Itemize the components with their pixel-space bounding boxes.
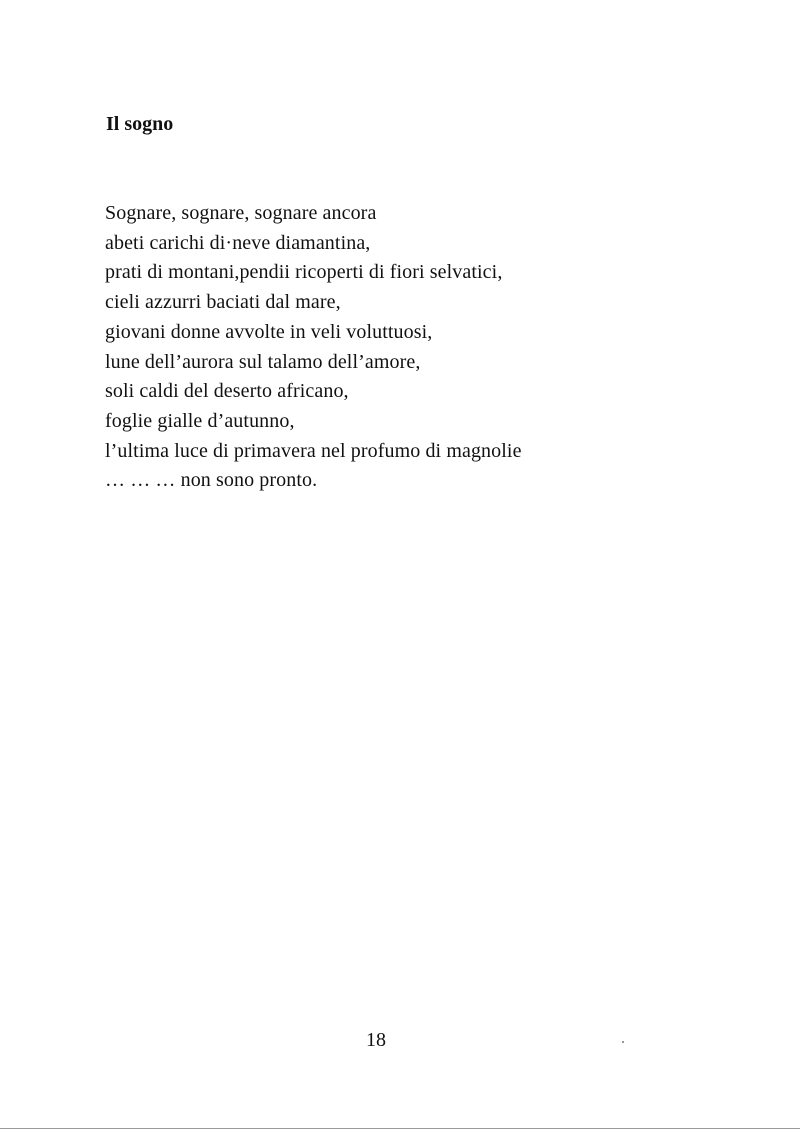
scan-speck bbox=[622, 1041, 624, 1043]
page-number: 18 bbox=[366, 1029, 386, 1051]
poem-line: giovani donne avvolte in veli voluttuosi, bbox=[105, 320, 433, 343]
poem-line: abeti carichi di·neve diamantina, bbox=[105, 231, 371, 254]
poem-line: Sognare, sognare, sognare ancora bbox=[105, 202, 377, 224]
poem-line: soli caldi del deserto africano, bbox=[105, 380, 349, 403]
poem-line: foglie gialle d’autunno, bbox=[105, 409, 295, 432]
poem-line: prati di montani,pendii ricoperti di fiori selvatici, bbox=[105, 261, 503, 284]
poem-line: lune dell’aurora sul talamo dell’amore, bbox=[105, 350, 421, 373]
poem-line: cieli azzurri baciati dal mare, bbox=[105, 291, 341, 314]
scan-bottom-edge bbox=[0, 1128, 800, 1129]
poem-line: … … … non sono pronto. bbox=[105, 469, 318, 492]
poem-line: l’ultima luce di primavera nel profumo di magnolie bbox=[105, 439, 522, 462]
poem-title: Il sogno bbox=[106, 113, 174, 135]
poem-body bbox=[105, 199, 522, 496]
